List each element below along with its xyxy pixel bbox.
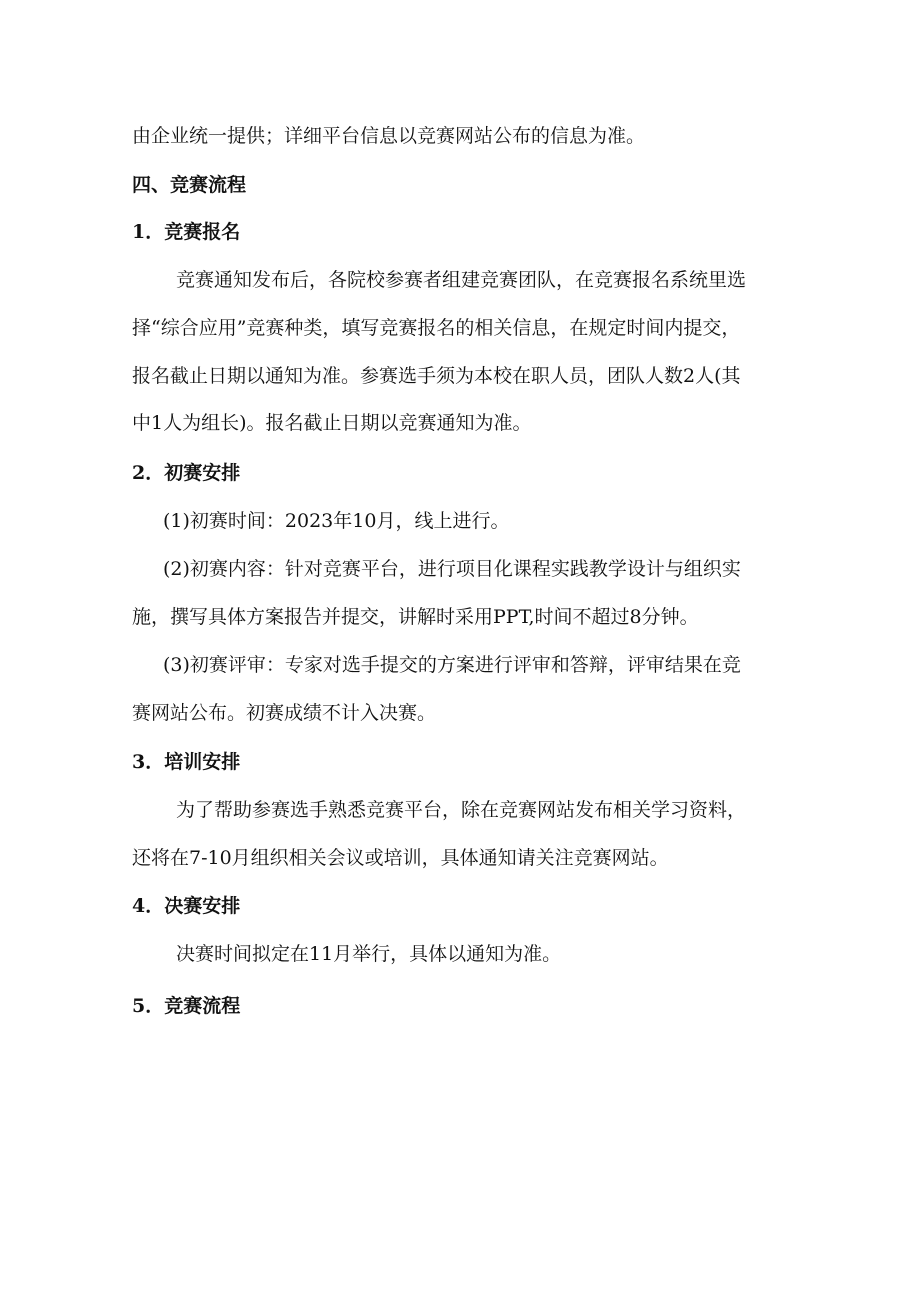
paragraph-line: 还将在7-10月组织相关会议或培训，具体通知请关注竞赛网站。 <box>132 847 669 869</box>
list-item: (1)初赛时间：2023年10月，线上进行。 <box>163 510 510 532</box>
paragraph-line: 竞赛通知发布后，各院校参赛者组建竞赛团队，在竞赛报名系统里选 <box>176 269 747 291</box>
subsection-heading: 3．培训安排 <box>132 751 241 773</box>
paragraph-line: 决赛时间拟定在11月举行，具体以通知为准。 <box>176 943 562 965</box>
paragraph-line: 为了帮助参赛选手熟悉竞赛平台，除在竞赛网站发布相关学习资料， <box>176 799 747 821</box>
paragraph-line: 中1人为组长)。报名截止日期以竞赛通知为准。 <box>132 412 532 434</box>
list-item: (2)初赛内容：针对竞赛平台，进行项目化课程实践教学设计与组织实 <box>163 558 741 580</box>
paragraph-line: 择“综合应用”竞赛种类，填写竞赛报名的相关信息，在规定时间内提交， <box>132 317 741 339</box>
section-heading: 四、竞赛流程 <box>132 174 247 196</box>
list-item: (3)初赛评审：专家对选手提交的方案进行评审和答辩，评审结果在竞 <box>163 654 741 676</box>
subsection-heading: 4．决赛安排 <box>132 895 241 917</box>
paragraph-line: 报名截止日期以通知为准。参赛选手须为本校在职人员，团队人数2人(其 <box>132 365 741 387</box>
subsection-heading: 1．竞赛报名 <box>132 221 241 243</box>
subsection-heading: 5．竞赛流程 <box>132 995 241 1017</box>
paragraph-line: 施，撰写具体方案报告并提交，讲解时采用PPT,时间不超过8分钟。 <box>132 606 699 628</box>
subsection-heading: 2．初赛安排 <box>132 462 241 484</box>
paragraph-line: 赛网站公布。初赛成绩不计入决赛。 <box>132 702 437 724</box>
paragraph-continuation: 由企业统一提供；详细平台信息以竞赛网站公布的信息为准。 <box>132 125 646 147</box>
